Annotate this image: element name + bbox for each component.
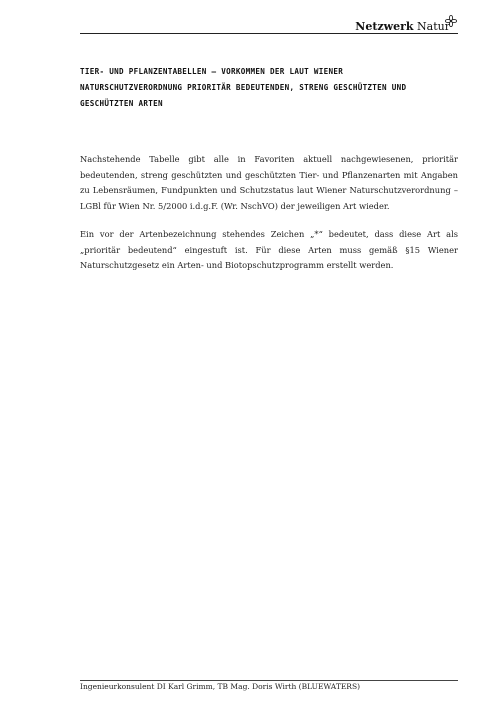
intro-paragraph: Nachstehende Tabelle gibt alle in Favoriten aktuell nachgewiesenen, prioritär bedeutenden, streng geschützten und geschützten Tier- und Pflanzenarten mit Angaben zu Lebensräumen, Fundpunkten und Schutzstatus laut Wiener Naturschutzverordnung – LGBl für Wien Nr. 5/2000 i.d.g.F. (Wr. NschVO) der jeweiligen Art wieder.: [80, 154, 458, 211]
page-title: TIER- UND PFLANZENTABELLEN – VORKOMMEN DER LAUT WIENER NATURSCHUTZVERORDNUNG PRIORITÄR BEDEUTENDEN, STRENG GESCHÜTZTEN UND GESCHÜTZTEN ARTEN: [80, 67, 407, 108]
footer-divider: [80, 680, 458, 681]
logo-word-natur: Natur: [417, 20, 450, 33]
priority-note-paragraph: Ein vor der Artenbezeichnung stehendes Zeichen „*“ bedeutet, dass diese Art als „prioritär bedeutend“ eingestuft ist. Für diese Arten muss gemäß §15 Wiener Naturschutzgesetz ein Arten- und Biotopschutzprogramm erstellt werden.: [80, 229, 458, 270]
logo-text: [355, 20, 450, 33]
footer-credit: Ingenieurkonsulent DI Karl Grimm, TB Mag. Doris Wirth (BLUEWATERS): [80, 682, 361, 691]
logo-word-netzwerk: Netzwerk: [355, 20, 414, 33]
header-divider: [80, 33, 458, 34]
flower-icon: [444, 14, 458, 28]
